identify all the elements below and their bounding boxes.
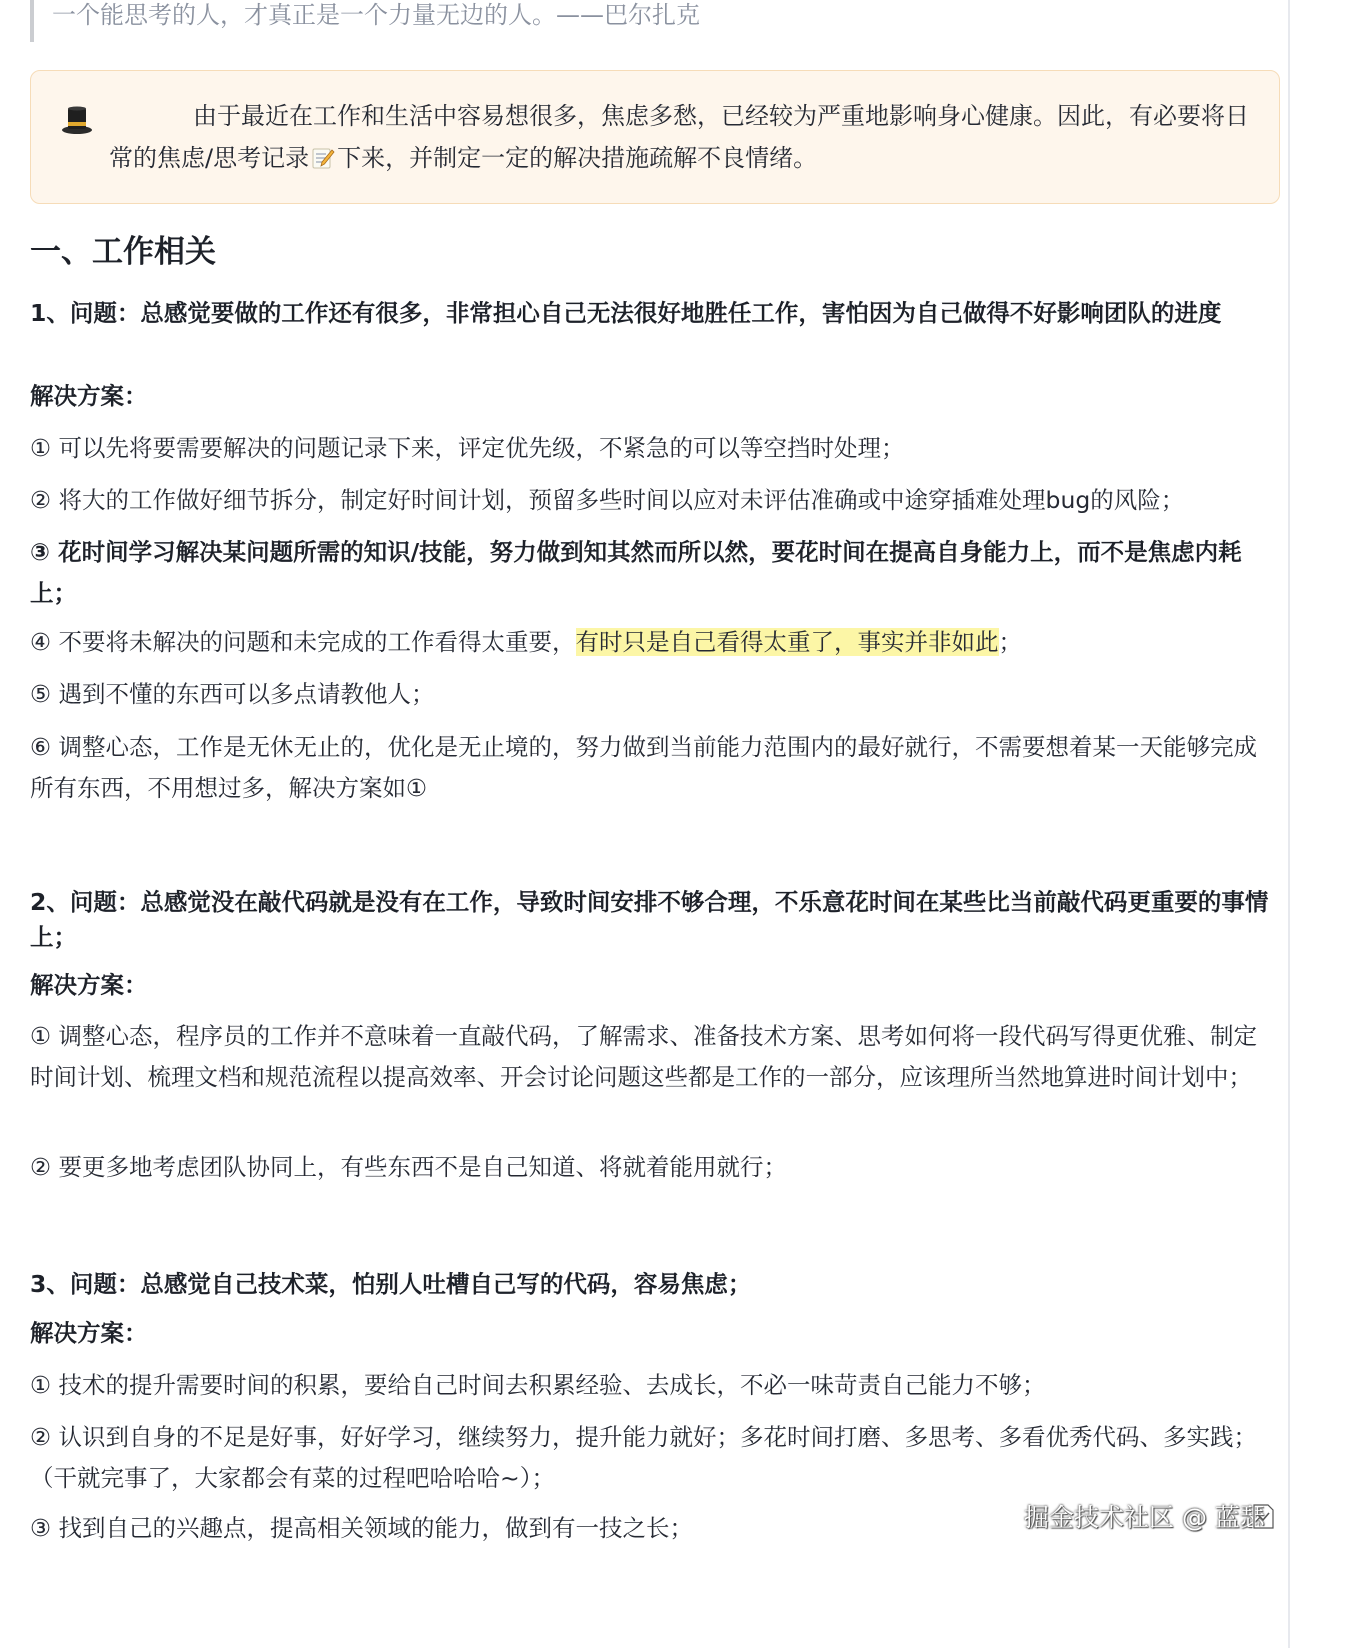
problem-3-item-3: ③ 找到自己的兴趣点，提高相关领域的能力，做到有一技之长； xyxy=(30,1514,694,1542)
blockquote xyxy=(30,0,700,42)
item-4-text: ④ 不要将未解决的问题和未完成的工作看得太重要， xyxy=(30,628,576,656)
problem-3-item-2: ② 认识到自身的不足是好事，好好学习，继续努力，提升能力就好；多花时间打磨、多思考、多看优秀代码、多实践；（干就完事了，大家都会有菜的过程吧哈哈哈~）； xyxy=(30,1423,1258,1492)
top-hat-icon xyxy=(59,101,95,137)
callout-box xyxy=(30,70,1280,204)
callout-text xyxy=(109,95,1259,179)
problem-3-solution-label: 解决方案： xyxy=(30,1319,148,1347)
problem-3-item-1: ① 技术的提升需要时间的积累，要给自己时间去积累经验、去成长，不必一味苛责自己能力不够； xyxy=(30,1371,1046,1399)
problem-1-question: 1、问题：总感觉要做的工作还有很多，非常担心自己无法很好地胜任工作，害怕因为自己做得不好影响团队的进度 xyxy=(30,299,1222,327)
callout-text-after: 下来，并制定一定的解决措施疏解不良情绪。 xyxy=(337,144,818,172)
problem-1-item-5: ⑤ 遇到不懂的东西可以多点请教他人； xyxy=(30,680,435,708)
problem-2-item-1: ① 调整心态，程序员的工作并不意味着一直敲代码，了解需求、准备技术方案、思考如何将一段代码写得更优雅、制定时间计划、梳理文档和规范流程以提高效率、开会讨论问题这些都是工作的一部分，应该理所当然地算进时间计划中； xyxy=(30,1022,1258,1091)
watermark: 掘金技术社区 @ 蓝瑟 xyxy=(1024,1503,1265,1532)
problem-2-solution-label: 解决方案： xyxy=(30,971,148,999)
problem-2-question: 2、问题：总感觉没在敲代码就是没有在工作，导致时间安排不够合理，不乐意花时间在某些比当前敲代码更重要的事情上； xyxy=(30,888,1269,951)
callout-text-before: 由于最近在工作和生活中容易想很多，焦虑多愁，已经较为严重地影响身心健康。因此，有必要将日常的焦虑/思考记录 xyxy=(109,102,1249,172)
problem-1-item-4 xyxy=(30,622,1270,663)
juejin-logo-icon xyxy=(1250,1502,1276,1532)
section-title: 一、工作相关 xyxy=(30,234,216,270)
problem-1-item-2: ② 将大的工作做好细节拆分，制定好时间计划，预留多些时间以应对未评估准确或中途穿插难处理bug的风险； xyxy=(30,486,1185,514)
problem-1-item-6: ⑥ 调整心态，工作是无休无止的，优化是无止境的，努力做到当前能力范围内的最好就行，不需要想着某一天能够完成所有东西，不用想过多，解决方案如① xyxy=(30,733,1258,802)
problem-2-item-2: ② 要更多地考虑团队协同上，有些东西不是自己知道、将就着能用就行； xyxy=(30,1153,788,1181)
quote-text: 一个能思考的人，才真正是一个力量无边的人。——巴尔扎克 xyxy=(52,1,700,29)
problem-3-question: 3、问题：总感觉自己技术菜，怕别人吐槽自己写的代码，容易焦虑； xyxy=(30,1270,752,1298)
problem-1-solution-label: 解决方案： xyxy=(30,382,148,410)
problem-1-item-1: ① 可以先将要需要解决的问题记录下来，评定优先级，不紧急的可以等空挡时处理； xyxy=(30,434,905,462)
memo-icon xyxy=(311,146,335,170)
item-4-end: ； xyxy=(998,628,1023,656)
highlighted-text: 有时只是自己看得太重了，事实并非如此 xyxy=(575,628,999,656)
problem-1-item-3: ③ 花时间学习解决某问题所需的知识/技能，努力做到知其然而所以然，要花时间在提高自身能力上，而不是焦虑内耗上； xyxy=(30,538,1242,607)
